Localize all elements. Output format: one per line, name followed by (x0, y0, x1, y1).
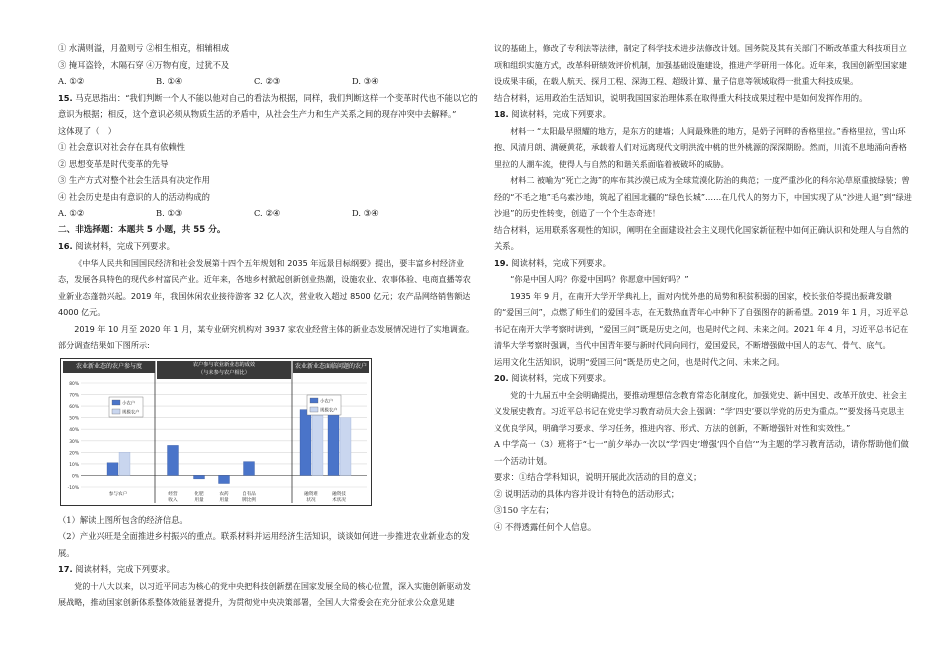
y-tick-label: 40% (69, 427, 79, 433)
panel-title-1: 农业新业态的农户参与度 (63, 361, 155, 373)
q15-stem (58, 90, 478, 123)
option-a[interactable]: A. ①② (58, 208, 85, 218)
q17-material-cont: 议的基础上，修改了专利法等法律，制定了科学技术进步法修改计划。国务院及其有关部门不断改革重大科技项目立项和组织实施方式，改革科研绩效评价机制，加强基础设施建设，推进产学研用一体化。近年来，我国创新型国家建设成果丰硕，在载人航天、探月工程、深海工程、超级计算、量子信息等领域取得一批重大科技成果。 (494, 43, 907, 86)
panel-title-3: 农业新业态面临问题的农户比重 (294, 362, 367, 382)
legend-swatch (112, 409, 120, 414)
y-tick-label: -10% (67, 485, 79, 491)
y-tick-label: 0% (72, 473, 79, 479)
legend-label: 规模农户 (320, 408, 338, 413)
y-tick-label: 10% (69, 462, 79, 468)
q15-item-3: ③ 生产方式对整个社会生活具有决定作用 (58, 175, 210, 185)
q20-req-1: 要求：①结合学科知识，说明开展此次活动的目的意义； (494, 472, 702, 482)
q15-item-1: ① 社会意识对社会存在具有依赖性 (58, 142, 186, 152)
option-b[interactable]: B. ①③ (156, 208, 183, 218)
bar-small-farmer (328, 411, 339, 475)
q16-material-1: 《中华人民共和国国民经济和社会发展第十四个五年规划和 2035 年远景目标纲要》提出，要丰富乡村经济业态，发展各具特色的现代乡村富民产业。近年来，各地乡村掀起创新创业热潮，设施农业、农事体验、电商直播等农业新业态蓬勃兴起。2019 年，我国休闲农业接待游客 32 亿人次，营业收入超过 8500 亿元；农产品网络销售额达 4000 亿元。 (58, 257, 471, 317)
q17-material: 党的十八大以来，以习近平同志为核心的党中央把科技创新摆在国家发展全局的核心位置，深入实施创新驱动发展战略，推动国家创新体系整体效能显著提升，为贯彻党中央决策部署，全国人大常委会在充分征求公众意见建 (58, 580, 471, 607)
q16-instruction: 阅读材料，完成下列要求。 (75, 241, 175, 251)
bar-large-farmer (119, 452, 130, 475)
q17-head (58, 561, 478, 578)
q14-line1: ① 水满则溢，月盈则亏 ②相生相克，相辅相成 (58, 43, 230, 53)
q19-number: 19. (494, 257, 509, 268)
panel-title-2-main: 农户参与农业新业态的成效 (192, 361, 256, 368)
q20-head (494, 370, 912, 387)
q15-number: 15. (58, 92, 73, 103)
x-tick-label: 参与农户 (108, 491, 128, 497)
legend-label: 小农户 (320, 399, 334, 404)
q17-instruction: 阅读材料，完成下列要求。 (75, 564, 175, 574)
q20-req-3: ③150 字左右； (494, 505, 554, 515)
q20-material: 党的十九届五中全会明确提出，要推动理想信念教育常态化制度化，加强党史、新中国史、改革开放史、社会主义发展史教育。习近平总书记在党史学习教育动员大会上强调：“学‘四史’要以学党的历史为重点。”“要发扬马克思主义优良学风，明确学习要求、学习任务，推进内容、形式、方法的创新，不断增强针对性和实效性。” (494, 389, 907, 433)
bar-small-farmer (107, 462, 118, 475)
option-d[interactable]: D. ③④ (352, 76, 379, 86)
q20-number: 20. (494, 373, 509, 383)
q18-number: 18. (494, 109, 509, 119)
q20-req-2: ② 说明活动的具体内容并设计有特色的活动形式； (494, 488, 680, 499)
q19-requirement: 运用文化生活知识，说明“爱国三问”既是历史之问，也是时代之问、未来之问。 (494, 356, 785, 367)
q16-req-2: （2）产业兴旺是全面推进乡村振兴的重点。联系材料并运用经济生活知识，谈谈如何进一步推进农业新业态的发展。 (58, 531, 470, 558)
x-tick-label: 牌比例 (242, 497, 256, 503)
legend-label: 规模农户 (122, 410, 140, 415)
legend-swatch (112, 400, 120, 405)
option-b[interactable]: B. ①④ (156, 76, 183, 86)
right-column (494, 40, 912, 535)
q16-number: 16. (58, 241, 73, 251)
left-column (58, 40, 478, 611)
legend-swatch (310, 407, 318, 412)
section-heading: 二、非选择题：本题共 5 小题，共 55 分。 (58, 224, 226, 235)
x-tick-label: 状况 (306, 497, 316, 503)
y-tick-label: 20% (69, 450, 79, 456)
bar-effect (244, 461, 255, 475)
q18-head (494, 106, 912, 123)
option-c[interactable]: C. ②④ (254, 208, 281, 218)
q18-requirement: 结合材料，运用联系客观性的知识，阐明在全面建设社会主义现代化国家新征程中如何正确认识和处理人与自然的关系。 (494, 224, 909, 251)
bar-effect (219, 475, 230, 483)
bar-small-farmer (300, 409, 311, 475)
q19-quote: “你是中国人吗？你爱中国吗？你愿意中国好吗？” (510, 274, 689, 284)
q20-req-4: ④ 不得透露任何个人信息。 (494, 521, 597, 532)
q15-options (58, 205, 478, 222)
q20-instruction: 阅读材料，完成下列要求。 (511, 373, 611, 383)
x-tick-label: 融资难 (304, 491, 318, 497)
q16-req-1: （1）解读上图所包含的经济信息。 (58, 514, 188, 525)
legend-swatch (310, 398, 318, 403)
q17-number: 17. (58, 564, 73, 574)
option-d[interactable]: D. ③④ (352, 208, 379, 218)
q18-instruction: 阅读材料，完成下列要求。 (511, 109, 611, 119)
legend-label: 小农户 (122, 401, 136, 406)
x-tick-label: 用量 (219, 497, 229, 503)
y-tick-label: 50% (69, 416, 79, 422)
panel-title-2-sub: （与未参与农户相比） (198, 369, 250, 376)
y-tick-label: 30% (69, 439, 79, 445)
q19-head (494, 255, 912, 272)
survey-chart (60, 358, 372, 506)
q15-tail: 这体现了（ ） (58, 125, 117, 136)
x-tick-label: 收入 (168, 497, 178, 503)
x-tick-label: 融资技 (332, 491, 346, 497)
q16-head (58, 238, 478, 255)
y-tick-label: 70% (69, 393, 79, 399)
chart-plot (61, 359, 371, 505)
q18-material-2: 材料二 被喻为“死亡之海”的库布其沙漠已成为全球荒漠化防治的典范；一度严重沙化的科尔沁草原重披绿装；曾经的“不毛之地”毛乌素沙地，筑起了祖国北疆的“绿色长城”……在几代人的努力下，中国实现了从“沙进人退”到“绿进沙退”的历史性转变，创造了一个个生态奇迹！ (494, 175, 912, 218)
x-tick-label: 农药 (219, 491, 229, 497)
y-tick-label: 80% (69, 381, 79, 387)
q20-activity: A 中学高一（3）班将于“七一”前夕举办一次以“学‘四史’增强‘四个自信’”为主题的学习教育活动，请你帮助他们做一个活动计划。 (494, 439, 909, 466)
q19-instruction: 阅读材料，完成下列要求。 (511, 257, 611, 268)
x-tick-label: 术状况 (332, 497, 346, 503)
q15-item-4: ④ 社会历史是由有意识的人的活动构成的 (58, 191, 210, 202)
q14-line2: ③ 掩耳盗铃，木隔石穿 ④万物有度，过犹不及 (58, 59, 230, 70)
y-tick-label: 60% (69, 404, 79, 410)
option-c[interactable]: C. ②③ (254, 76, 281, 86)
q18-material-1: 材料一 “太阳最早照耀的地方，是东方的建墙；人间最殊胜的地方，是奶子河畔的香格里拉。”香格里拉，雪山环抱、风清月朗、满硬黄花，承载着人们对远离现代文明洪流中桃的世外桃源的深深期盼。然而，川流不息地涌向香格里拉的人潮车流，使得人与自然的和谐关系面临着被破坏的威胁。 (494, 125, 907, 169)
bar-large-farmer (312, 415, 323, 475)
bar-effect (168, 445, 179, 475)
x-tick-label: 用量 (194, 497, 204, 503)
q19-material: 1935 年 9 月，在南开大学开学典礼上，面对内忧外患的局势和积贫积弱的国家，校长张伯苓提出振聋发聩的“爱国三问”，点燃了师生们的爱国斗志，在无数热血青年心中种下了自强图存的新希望。2019 年 1 月，习近平总书记在南开大学考察时讲到，“爱国三问”既是历史之问，也是时代之问、未来之问。2021 年 4 月，习近平总书记在清华大学考察时强调，当代中国青年要与新时代同向同行，爱国爱民，不断增强做中国人的志气、骨气、底气。 (494, 290, 909, 350)
q15-text: 马克思指出：“我们判断一个人不能以他对自己的看法为根据，同样，我们判断这样一个变革时代也不能以它的意识为根据；相反，这个意识必须从物质生活的矛盾中，从社会生产力和生产关系之间的现存冲突中去解释。” (58, 92, 478, 119)
bar-effect (194, 475, 205, 478)
q15-item-2: ② 思想变革是时代变革的先导 (58, 158, 169, 169)
option-a[interactable]: A. ①② (58, 76, 85, 86)
x-tick-label: 自有品 (242, 491, 256, 497)
bar-large-farmer (340, 417, 351, 475)
x-tick-label: 经营 (168, 491, 178, 497)
q14-options (58, 73, 478, 90)
q17-requirement: 结合材料，运用政治生活知识，说明我国国家治理体系在取得重大科技成果过程中是如何发挥作用的。 (494, 92, 868, 103)
q16-material-2: 2019 年 10 月至 2020 年 1 月，某专业研究机构对 3937 家农业经营主体的新业态发展情况进行了实地调查。部分调查结果如下图所示: (58, 323, 475, 350)
x-tick-label: 化肥 (194, 491, 204, 497)
